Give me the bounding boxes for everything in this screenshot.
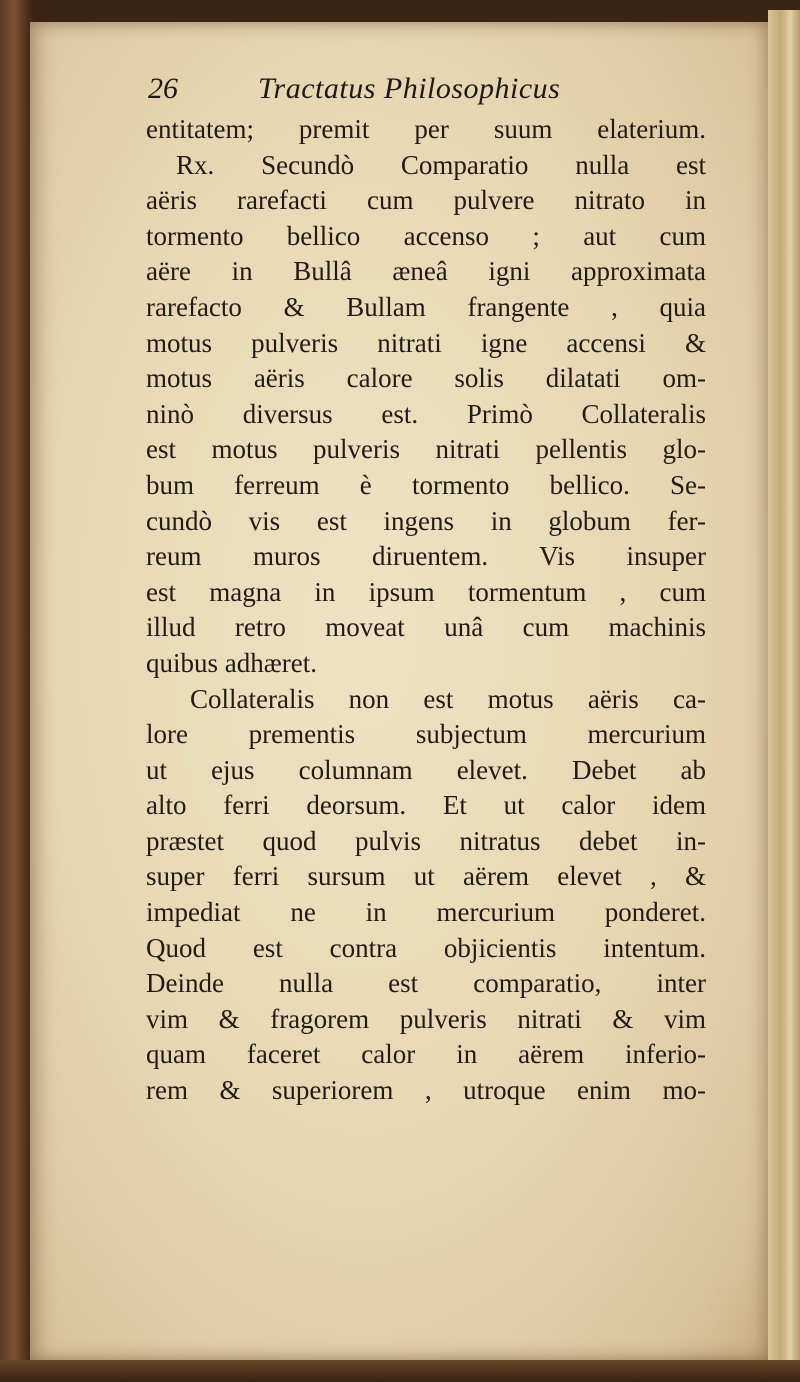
body-text: [146, 112, 706, 1109]
text-line: cundò vis est ingens in globum fer-: [146, 505, 706, 536]
text-line: motus aëris calore solis dilatati om-: [146, 363, 706, 394]
text-line: ut ejus columnam elevet. Debet ab: [146, 754, 706, 785]
text-line: lore prementis subjectum mercurium: [146, 719, 706, 750]
text-line: est motus pulveris nitrati pellentis glo-: [146, 434, 706, 465]
text-line: præstet quod pulvis nitratus debet in-: [146, 825, 706, 856]
page-edge-right: [768, 10, 800, 1370]
text-line: Quod est contra objicientis intentum.: [146, 932, 706, 963]
page-number: 26: [148, 72, 178, 105]
text-line: quibus adhæret.: [146, 647, 317, 678]
text-line: vim & fragorem pulveris nitrati & vim: [146, 1003, 706, 1034]
text-line: bum ferreum è tormento bellico. Se-: [146, 469, 706, 500]
text-line: est magna in ipsum tormentum , cum: [146, 576, 706, 607]
text-line: reum muros diruentem. Vis insuper: [146, 541, 706, 572]
text-line: illud retro moveat unâ cum machinis: [146, 612, 706, 643]
text-line: Rx. Secundò Comparatio nulla est: [176, 149, 706, 180]
text-line: rem & superiorem , utroque enim mo-: [146, 1075, 706, 1106]
text-line: quam faceret calor in aërem inferio-: [146, 1039, 706, 1070]
text-line: Collateralis non est motus aëris ca-: [190, 683, 706, 714]
text-line: alto ferri deorsum. Et ut calor idem: [146, 790, 706, 821]
text-line: entitatem; premit per suum elaterium.: [146, 114, 706, 144]
text-line: Deinde nulla est comparatio, inter: [146, 968, 706, 999]
page-edge-bottom: [0, 1360, 800, 1382]
text-line: aëris rarefacti cum pulvere nitrato in: [146, 185, 706, 216]
page-header: [148, 70, 708, 110]
running-title: Tractatus Philosophicus: [258, 72, 561, 105]
text-line: impediat ne in mercurium ponderet.: [146, 897, 706, 928]
text-line: aëre in Bullâ æneâ igni approximata: [146, 256, 706, 287]
text-line: rarefacto & Bullam frangente , quia: [146, 291, 706, 322]
text-line: motus pulveris nitrati igne accensi &: [146, 327, 706, 358]
text-line: tormento bellico accenso ; aut cum: [146, 220, 706, 251]
text-line: super ferri sursum ut aërem elevet , &: [146, 861, 706, 892]
text-line: ninò diversus est. Primò Collateralis: [146, 398, 706, 429]
